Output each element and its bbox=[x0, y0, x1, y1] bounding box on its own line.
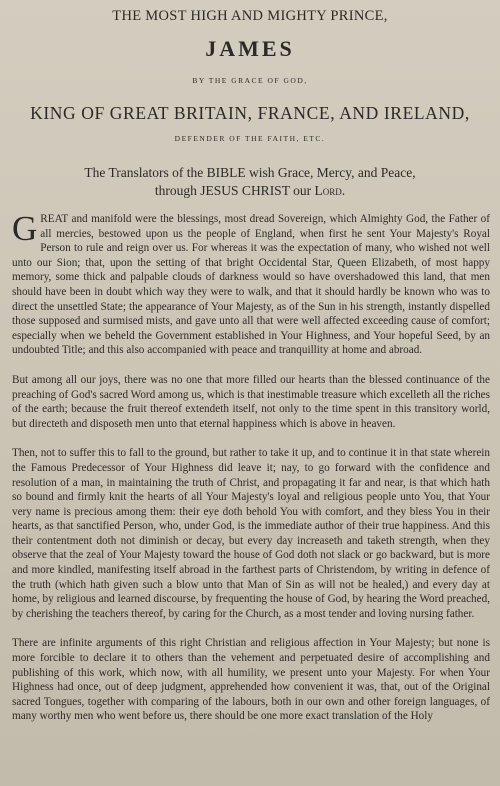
dedication-line-3: BY THE GRACE OF GOD, bbox=[192, 76, 308, 85]
drop-cap: G bbox=[12, 209, 38, 248]
translators-greeting bbox=[0, 164, 500, 200]
dedication-body bbox=[12, 209, 490, 739]
king-title: KING OF GREAT BRITAIN, FRANCE, AND IRELAND, bbox=[30, 103, 470, 123]
paragraph-3: Then, not to suffer this to fall to the ground, but rather to take it up, and to continue it in that state wherein the Famous Predecessor of Your Highness did leave it; nay, to go forward with the confidence and resolution of a man, in maintaining the truth of Christ, and propagating it far and near, is that which hath so bound and firmly knit the hearts of all Your Majesty's loyal and religious people unto You, that Your very name is precious among them: their eye doth behold You with comfort, and they bless You in their hearts, as that sanctified Person, who, under God, is the immediate author of their true happiness. And this their contentment doth not diminish or decay, but every day increaseth and taketh strength, when they observe that the zeal of Your Majesty toward the house of God doth not slack or go backward, but is more and more kindled, manifesting itself abroad in the farthest parts of Christendom, by writing in defence of the truth (which hath given such a blow unto that Man of Sin as will not be healed,) and every day at home, by religious and learned discourse, by frequenting the house of God, by hearing the Word preached, by cherishing the teachers thereof, by caring for the Church, as a most tender and loving nursing father. bbox=[12, 447, 490, 620]
king-name: JAMES bbox=[205, 36, 295, 61]
paragraph-1-text: REAT and manifold were the blessings, most dread Sovereign, which Almighty God, the Father of all mercies, bestowed upon us the people of England, when first he sent Your Majesty's Royal Person to rule and reign over us. For whereas it was the expectation of many, who wished not well unto our Sion; that, upon the setting of that bright Occidental Star, Queen Elizabeth, of most happy memory, some thick and palpable clouds of darkness would so have overshadowed this land, that men should have been in doubt which way they were to walk, and that it should hardly be known who was to direct the unsettled State; the appearance of Your Majesty, as of the Sun in his strength, instantly dispelled those supposed and surmised mists, and gave unto all that were well affected exceeding cause of comfort; especially when we beheld the Government established in Your Highness, and Your hopeful Seed, by an undoubted Title; and this also accompanied with peace and tranquillity at home and abroad. bbox=[12, 213, 490, 357]
paragraph-2: But among all our joys, there was no one that more filled our hearts than the blessed continuance of the preaching of God's sacred Word among us, which is that inestimable treasure which excelleth all the riches of the earth; because the fruit thereof extendeth itself, not only to the time spent in this transitory world, but directeth and disposeth men unto that eternal happiness which is above in heaven. bbox=[12, 373, 490, 430]
paragraph-1 bbox=[12, 209, 490, 358]
dedication-line-5: DEFENDER OF THE FAITH, ETC. bbox=[174, 134, 326, 143]
paragraph-4: There are infinite arguments of this right Christian and religious affection in Your Majesty; but none is more forcible to declare it to others than the vehement and perpetuated desire of accomplishing and publishing of this work, which now, with all humility, we present unto your Majesty. For when Your Highness had once, out of deep judgment, apprehended how convenient it was, that, out of the Original sacred Tongues, together with comparing of the labours, both in our own and other foreign languages, of many worthy men who went before us, there should be one more exact translation of the Holy bbox=[12, 637, 490, 723]
greeting-lord: Lord. bbox=[314, 183, 346, 198]
dedication-line-1: THE MOST HIGH AND MIGHTY PRINCE, bbox=[112, 8, 388, 24]
greeting-line-b bbox=[0, 182, 500, 200]
greeting-line-a: The Translators of the BIBLE wish Grace, Mercy, and Peace, bbox=[84, 165, 416, 180]
greeting-line-b-text: through JESUS CHRIST our bbox=[154, 183, 312, 198]
